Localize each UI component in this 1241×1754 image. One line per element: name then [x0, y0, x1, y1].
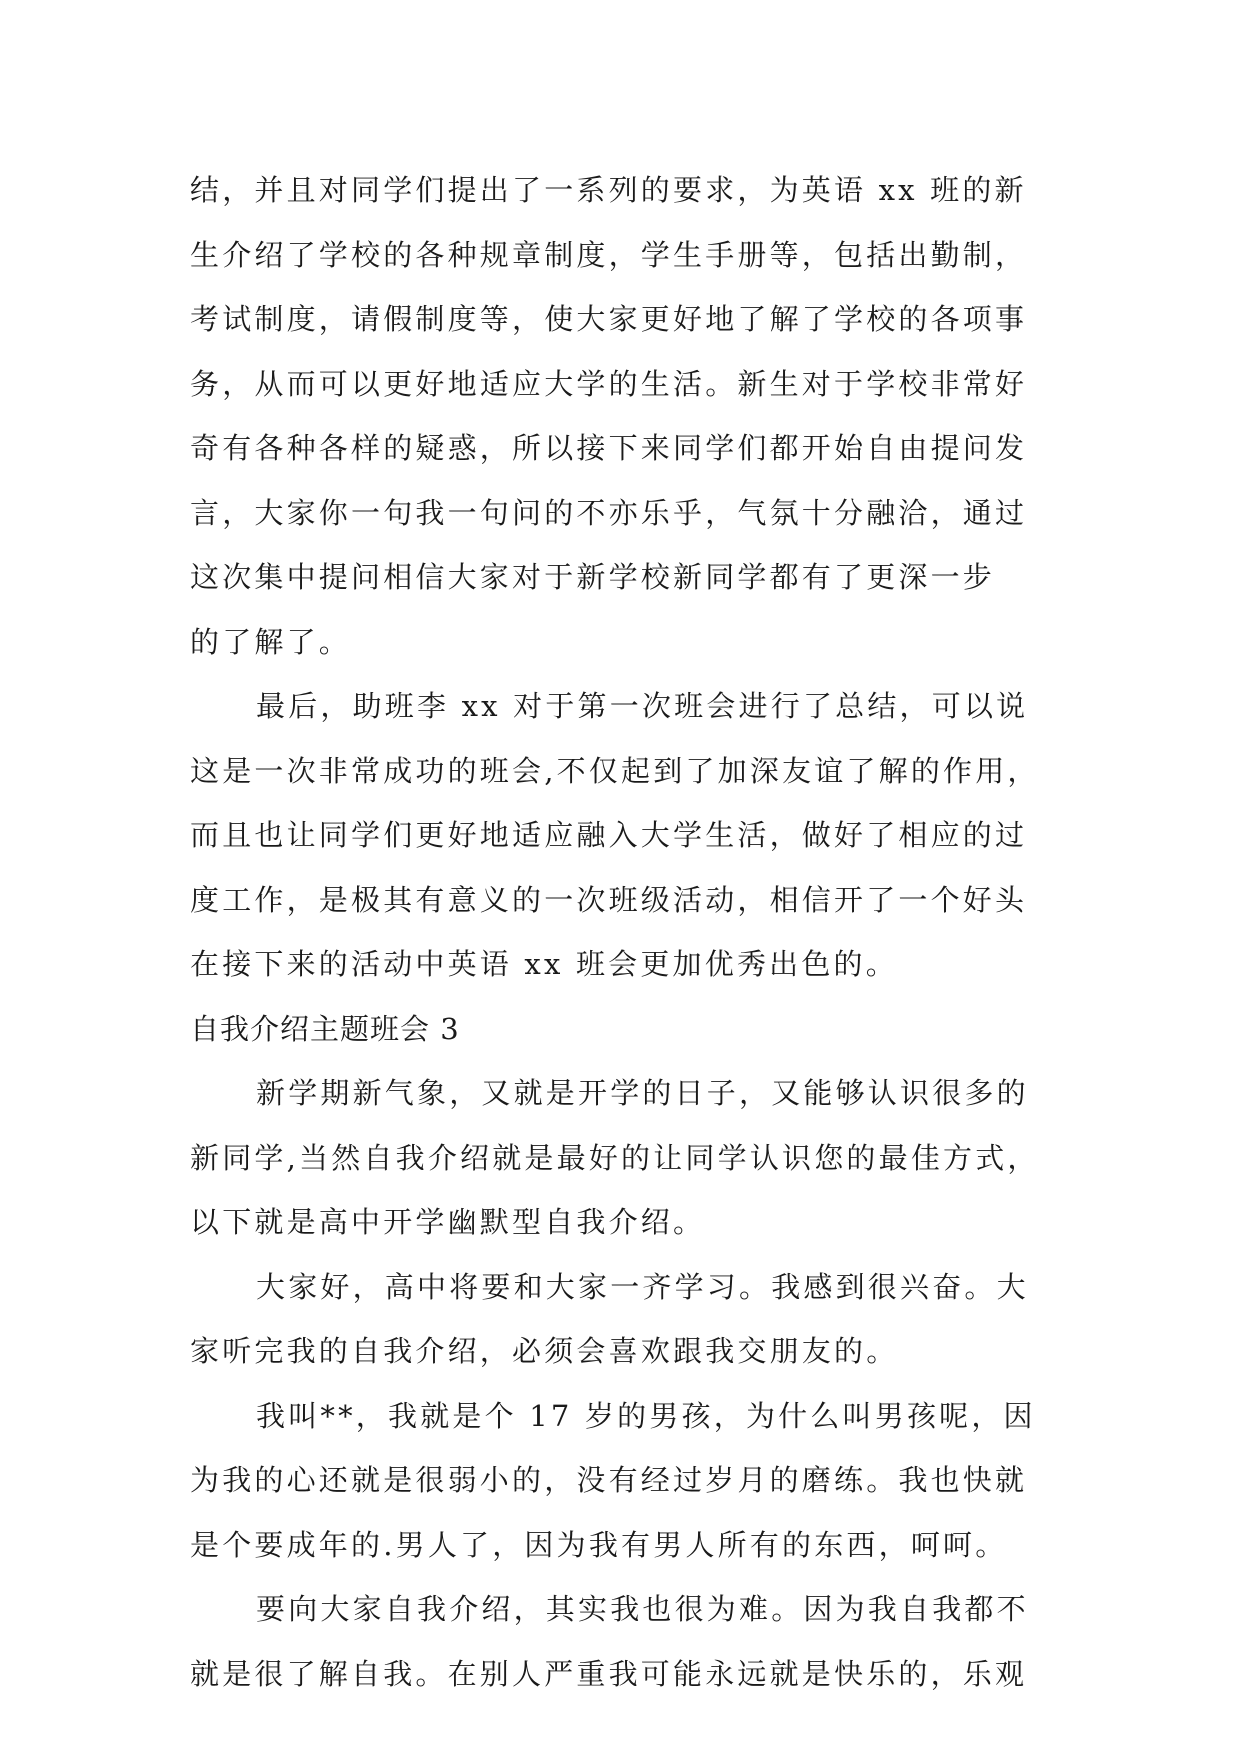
text-line: 度工作，是极其有意义的一次班级活动，相信开了一个好头 [190, 882, 1028, 917]
text-line: 在接下来的活动中英语 xx 班会更加优秀出色的。 [190, 947, 898, 981]
text-line: 务，从而可以更好地适应大学的生活。新生对于学校非常好 [190, 366, 1028, 401]
text-line: 这是一次非常成功的班会,不仅起到了加深友谊了解的作用， [190, 753, 1040, 788]
text-line: 的了解了。 [190, 624, 352, 659]
text-line: 生介绍了学校的各种规章制度，学生手册等，包括出勤制， [190, 237, 1028, 272]
text-line: 为我的心还就是很弱小的，没有经过岁月的磨练。我也快就 [190, 1463, 1028, 1497]
text-line: 是个要成年的.男人了，因为我有男人所有的东西，呵呵。 [190, 1527, 1008, 1562]
text-line: 要向大家自我介绍，其实我也很为难。因为我自我都不 [256, 1592, 1029, 1626]
text-line: 最后，助班李 xx 对于第一次班会进行了总结，可以说 [256, 689, 1029, 723]
paragraph [190, 1384, 1058, 1578]
text-line: 奇有各种各样的疑惑，所以接下来同学们都开始自由提问发 [190, 431, 1028, 465]
paragraph [190, 674, 1058, 997]
section-heading: 自我介绍主题班会 3 [190, 1011, 460, 1046]
text-line: 大家好，高中将要和大家一齐学习。我感到很兴奋。大 [256, 1269, 1029, 1304]
text-line: 考试制度，请假制度等，使大家更好地了解了学校的各项事 [190, 302, 1028, 336]
text-line: 家听完我的自我介绍，必须会喜欢跟我交朋友的。 [190, 1334, 899, 1368]
text-line: 而且也让同学们更好地适应融入大学生活，做好了相应的过 [190, 818, 1028, 852]
text-line: 结，并且对同学们提出了一系列的要求，为英语 xx 班的新 [190, 173, 1027, 207]
paragraph [190, 158, 1058, 674]
text-line: 新同学,当然自我介绍就是最好的让同学认识您的最佳方式， [190, 1140, 1040, 1175]
text-line: 以下就是高中开学幽默型自我介绍。 [190, 1205, 706, 1239]
paragraph [190, 1255, 1058, 1384]
paragraph [190, 1577, 1058, 1706]
text-line: 新学期新气象，又就是开学的日子，又能够认识很多的 [256, 1076, 1029, 1110]
text-line: 就是很了解自我。在别人严重我可能永远就是快乐的，乐观 [190, 1656, 1028, 1691]
text-line: 我叫**，我就是个 17 岁的男孩，为什么叫男孩呢，因 [256, 1398, 1036, 1433]
text-line: 这次集中提问相信大家对于新学校新同学都有了更深一步 [190, 560, 996, 594]
text-line: 言，大家你一句我一句问的不亦乐乎，气氛十分融洽，通过 [190, 495, 1028, 530]
paragraph [190, 1061, 1058, 1255]
document-body [190, 158, 1058, 1706]
